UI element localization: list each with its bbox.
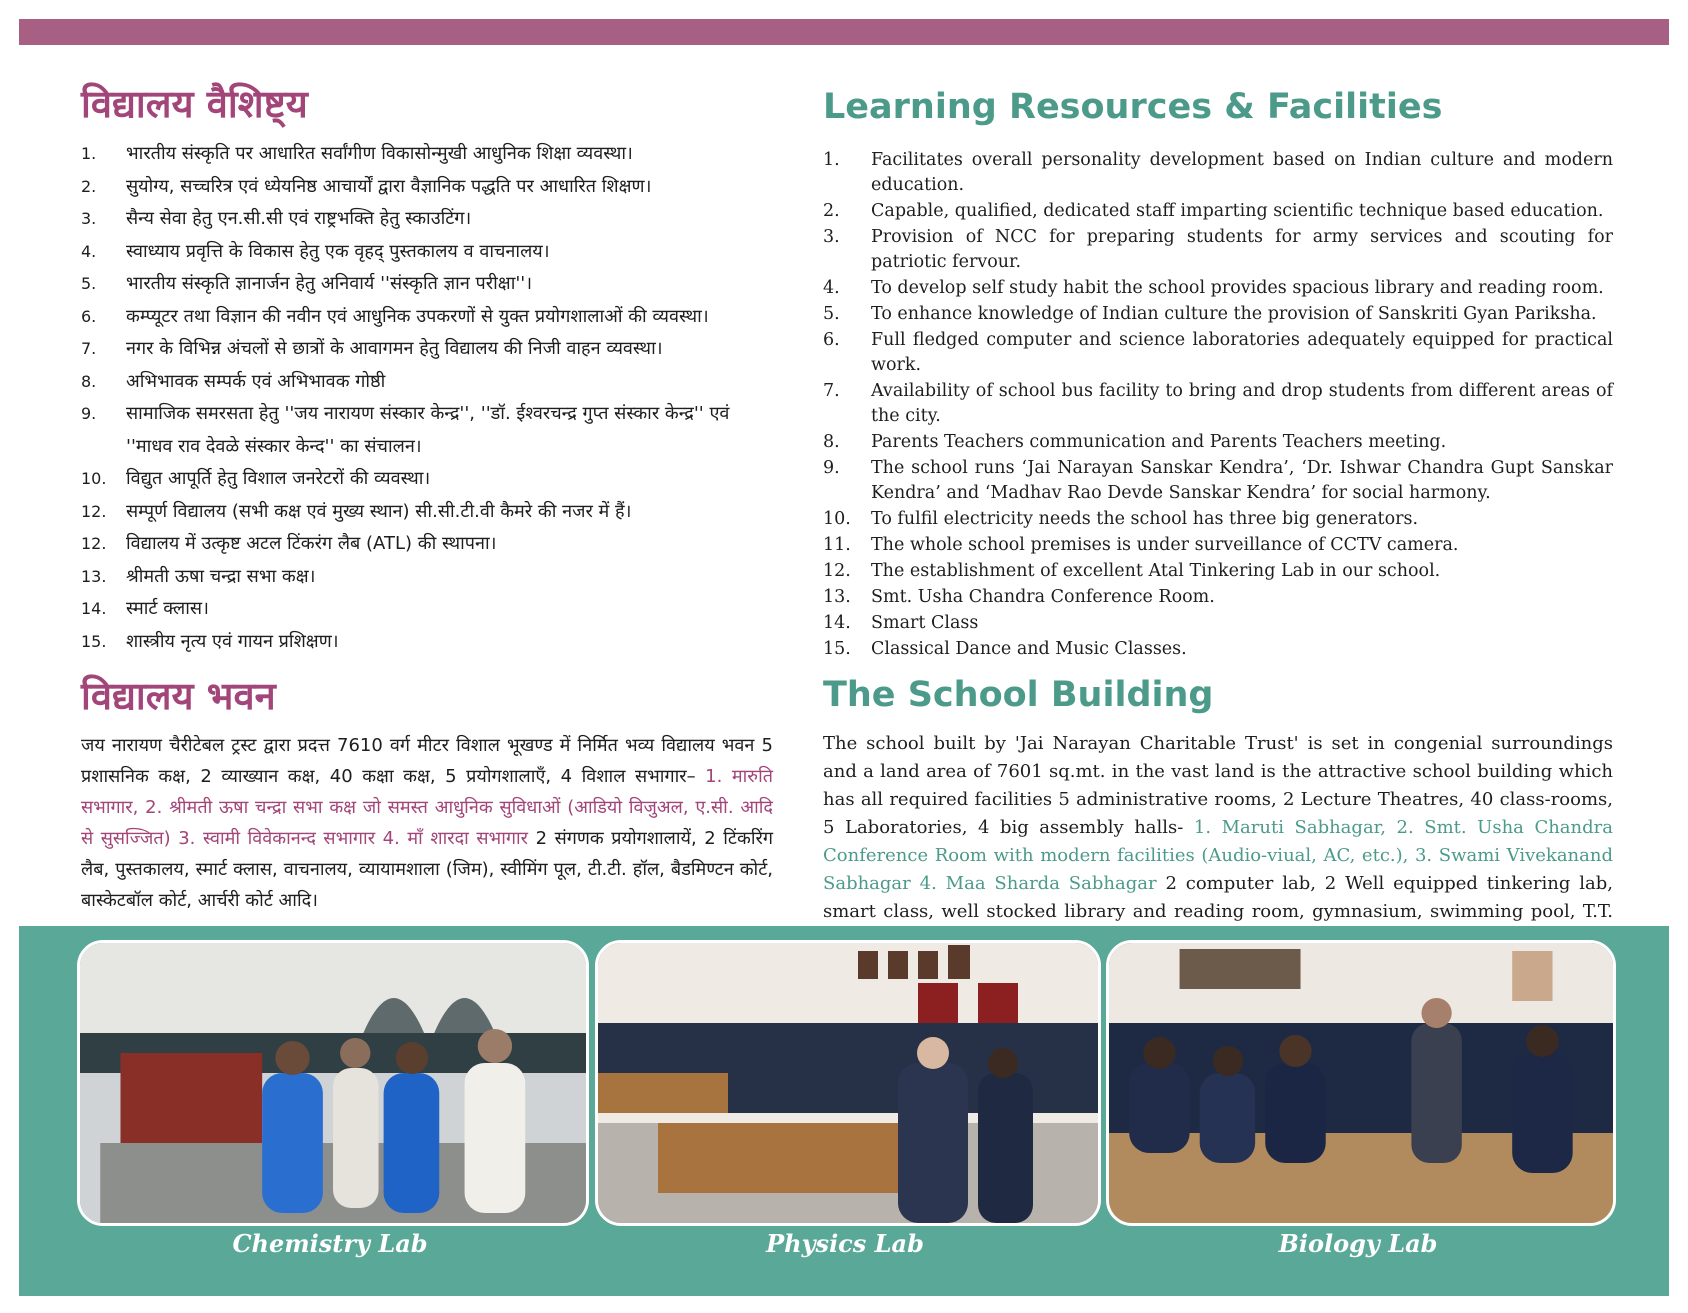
list-item-number: 14.: [81, 599, 107, 618]
list-item: [81, 528, 773, 561]
list-item-number: 13.: [823, 587, 851, 607]
list-item-text: The school runs ‘Jai Narayan Sanskar Kendra’, ‘Dr. Ishwar Chandra Gupt Sanskar Kendra’ and ‘Madhav Rao Devde Sanskar Kendra’ for social harmony.: [871, 458, 1613, 503]
english-building-title: The School Building: [823, 675, 1214, 715]
hindi-building-paragraph: [81, 730, 773, 916]
list-item: [823, 611, 1613, 636]
list-item: [823, 533, 1613, 558]
list-item-text: अभिभावक सम्पर्क एवं अभिभावक गोष्ठी: [126, 370, 386, 392]
biology-lab-photo: [1106, 940, 1616, 1226]
list-item: [81, 496, 773, 529]
list-item-number: 9.: [81, 404, 97, 423]
list-item-number: 1.: [81, 144, 97, 163]
physics-lab-photo: [595, 940, 1101, 1226]
list-item: [823, 199, 1613, 224]
list-item: [81, 398, 773, 463]
list-item-number: 2.: [81, 176, 97, 196]
list-item: [81, 366, 773, 399]
chemistry-lab-photo: [77, 940, 589, 1226]
english-building-text-2: 2 computer lab, 2 Well equipped tinkering lab, smart class, well stocked library and reading room, gymnasium, swimming pool, T.T.: [823, 873, 1613, 922]
list-item-number: 11.: [823, 535, 851, 555]
hindi-features-title: विद्यालय वैशिष्ट्य: [81, 82, 308, 126]
list-item-number: 8.: [823, 432, 840, 452]
list-item-text: स्वाध्याय प्रवृत्ति के विकास हेतु एक वृहद् पुस्तकालय व वाचनालय।: [126, 240, 550, 262]
list-item-text: The establishment of excellent Atal Tinkering Lab in our school.: [871, 561, 1441, 581]
list-item: [81, 463, 773, 496]
list-item-number: 3.: [823, 227, 840, 247]
list-item-number: 3.: [81, 209, 97, 228]
list-item: [81, 301, 773, 334]
hindi-building-text-1: जय नारायण चैरीटेबल ट्रस्ट द्वारा प्रदत्त 7610 वर्ग मीटर विशाल भूखण्ड में निर्मित भव्य विद्यालय भवन 5 प्रशासनिक कक्ष, 2 व्याख्यान कक्ष, 40 कक्षा कक्ष, 5 प्रयोगशालाएँ, 4 विशाल सभागार–: [81, 735, 773, 787]
list-item: [823, 507, 1613, 532]
list-item-number: 6.: [823, 330, 840, 350]
list-item-text: विद्यालय में उत्कृष्ट अटल टिंकरंग लैब (ATL) की स्थापना।: [126, 533, 497, 554]
list-item: [81, 561, 773, 594]
list-item-text: सैन्य सेवा हेतु एन.सी.सी एवं राष्ट्रभक्ति हेतु स्काउटिंग।: [126, 208, 472, 229]
list-item-number: 4.: [81, 241, 97, 261]
list-item: [823, 148, 1613, 198]
list-item-number: 5.: [823, 304, 840, 324]
english-facilities-list: [823, 148, 1613, 662]
list-item: [823, 276, 1613, 301]
list-item: [823, 302, 1613, 327]
list-item: [823, 585, 1613, 610]
list-item-number: 13.: [81, 566, 107, 586]
photo-caption-physics: Physics Lab: [766, 1229, 924, 1258]
list-item: [81, 236, 773, 269]
list-item-text: The whole school premises is under surveillance of CCTV camera.: [871, 535, 1459, 555]
list-item-number: 1.: [823, 150, 840, 170]
list-item-text: भारतीय संस्कृति ज्ञानार्जन हेतु अनिवार्य ''संस्कृति ज्ञान परीक्षा''।: [126, 273, 533, 294]
hindi-column: [81, 70, 773, 916]
english-facilities-title: Learning Resources & Facilities: [823, 87, 1443, 127]
list-item-number: 14.: [823, 613, 851, 633]
list-item-text: विद्युत आपूर्ति हेतु विशाल जनरेटरों की व्यवस्था।: [126, 468, 431, 489]
list-item-text: Classical Dance and Music Classes.: [871, 639, 1187, 659]
english-building-text-1: The school built by 'Jai Narayan Charitable Trust' is set in congenial surroundings and a land area of 7601 sq.mt. in the vast land is the attractive school building which has all required facilities 5 administrative rooms, 2 Lecture Theatres, 40 class-rooms, 5 Laboratories, 4 big assembly halls-: [823, 733, 1613, 838]
chemistry-lab-image: [80, 943, 586, 1223]
list-item-text: Smt. Usha Chandra Conference Room.: [871, 587, 1215, 607]
english-building-paragraph: [823, 730, 1613, 954]
list-item-number: 15.: [81, 631, 107, 651]
list-item-text: Availability of school bus facility to bring and drop students from different areas of the city.: [871, 381, 1613, 426]
top-accent-bar: [19, 19, 1669, 45]
list-item-text: सम्पूर्ण विद्यालय (सभी कक्ष एवं मुख्य स्थान) सी.सी.टी.वी कैमरे की नजर में हैं।: [126, 500, 632, 522]
photo-caption-chemistry: Chemistry Lab: [232, 1229, 428, 1258]
list-item-number: 4.: [823, 278, 840, 298]
list-item-number: 12.: [81, 501, 107, 521]
list-item: [81, 268, 773, 301]
list-item-text: नगर के विभिन्न अंचलों से छात्रों के आवागमन हेतु विद्यालय की निजी वाहन व्यवस्था।: [126, 338, 663, 359]
hindi-features-list: [81, 138, 773, 658]
list-item: [823, 637, 1613, 662]
list-item-number: 6.: [81, 306, 97, 326]
list-item: [81, 626, 773, 659]
list-item-text: सुयोग्य, सच्चरित्र एवं ध्येयनिष्ठ आचार्यों द्वारा वैज्ञानिक पद्धति पर आधारित शिक्षण।: [126, 175, 652, 197]
list-item: [823, 328, 1613, 378]
list-item: [823, 225, 1613, 275]
list-item-number: 15.: [823, 639, 851, 659]
hindi-building-text-2: 2 संगणक प्रयोगशालायें, 2 टिंकरिंग लैब, पुस्तकालय, स्मार्ट क्लास, वाचनालय, व्यायामशाला (जिम), स्वीमिंग पूल, टी.टी. हॉल, बैडमिण्टन कोर्ट, बास्केटबॉल कोर्ट, आर्चरी कोर्ट आदि।: [81, 828, 773, 911]
list-item-text: Provision of NCC for preparing students for army services and scouting for patriotic fervour.: [871, 227, 1613, 272]
hindi-building-title: विद्यालय भवन: [81, 674, 276, 718]
photo-caption-biology: Biology Lab: [1278, 1229, 1438, 1258]
list-item-text: To fulfil electricity needs the school has three big generators.: [871, 509, 1419, 529]
list-item-number: 5.: [81, 274, 97, 293]
list-item-text: सामाजिक समरसता हेतु ''जय नारायण संस्कार केन्द्र'', ''डॉ. ईश्वरचन्द्र गुप्त संस्कार केन्द्र'' एवं ''माधव राव देवळे संस्कार केन्द'' का संचालन।: [126, 403, 730, 457]
list-item-number: 10.: [81, 469, 107, 488]
list-item-number: 12.: [823, 561, 851, 581]
list-item-number: 8.: [81, 371, 97, 391]
list-item: [823, 456, 1613, 506]
list-item-text: कम्प्यूटर तथा विज्ञान की नवीन एवं आधुनिक उपकरणों से युक्त प्रयोगशालाओं की व्यवस्था।: [126, 305, 709, 327]
list-item-number: 12.: [81, 534, 107, 553]
list-item-number: 7.: [81, 339, 97, 358]
list-item-text: Capable, qualified, dedicated staff imparting scientific technique based education.: [871, 201, 1604, 221]
list-item-text: Full fledged computer and science laboratories adequately equipped for practical work.: [871, 330, 1613, 375]
list-item-text: श्रीमती ऊषा चन्द्रा सभा कक्ष।: [126, 565, 316, 587]
list-item-text: स्मार्ट क्लास।: [126, 598, 209, 619]
list-item-number: 2.: [823, 201, 840, 221]
list-item: [823, 430, 1613, 455]
list-item-text: To enhance knowledge of Indian culture the provision of Sanskriti Gyan Pariksha.: [871, 304, 1597, 324]
list-item-text: Parents Teachers communication and Parents Teachers meeting.: [871, 432, 1447, 452]
list-item: [81, 333, 773, 366]
list-item-number: 9.: [823, 458, 840, 478]
list-item-text: शास्त्रीय नृत्य एवं गायन प्रशिक्षण।: [126, 630, 339, 652]
list-item-text: भारतीय संस्कृति पर आधारित सर्वांगीण विकासोन्मुखी आधुनिक शिक्षा व्यवस्था।: [126, 143, 633, 164]
list-item-text: To develop self study habit the school provides spacious library and reading room.: [871, 278, 1604, 298]
english-column: [823, 70, 1613, 954]
physics-lab-image: [598, 943, 1098, 1223]
list-item: [81, 593, 773, 626]
english-building-halls: 1. Maruti Sabhagar, 2. Smt. Usha Chandra Conference Room with modern facilities (Audio-viual, AC, etc.), 3. Swami Vivekanand Sabhagar 4. Maa Sharda Sabhagar: [823, 817, 1613, 894]
list-item-number: 10.: [823, 509, 851, 529]
list-item: [823, 559, 1613, 584]
list-item: [823, 379, 1613, 429]
biology-lab-image: [1109, 943, 1613, 1223]
list-item-text: Smart Class: [871, 613, 979, 633]
hindi-building-halls: 1. मारुति सभागार, 2. श्रीमती ऊषा चन्द्रा सभा कक्ष जो समस्त आधुनिक सुविधाओं (आडियो विजुअल, ए.सी. आदि से सुसज्जित) 3. स्वामी विवेकानन्द सभागार 4. माँ शारदा सभागार: [81, 766, 773, 849]
list-item: [81, 171, 773, 204]
list-item-text: Facilitates overall personality development based on Indian culture and modern education.: [871, 150, 1613, 195]
list-item-number: 7.: [823, 381, 840, 401]
list-item: [81, 138, 773, 171]
list-item: [81, 203, 773, 236]
